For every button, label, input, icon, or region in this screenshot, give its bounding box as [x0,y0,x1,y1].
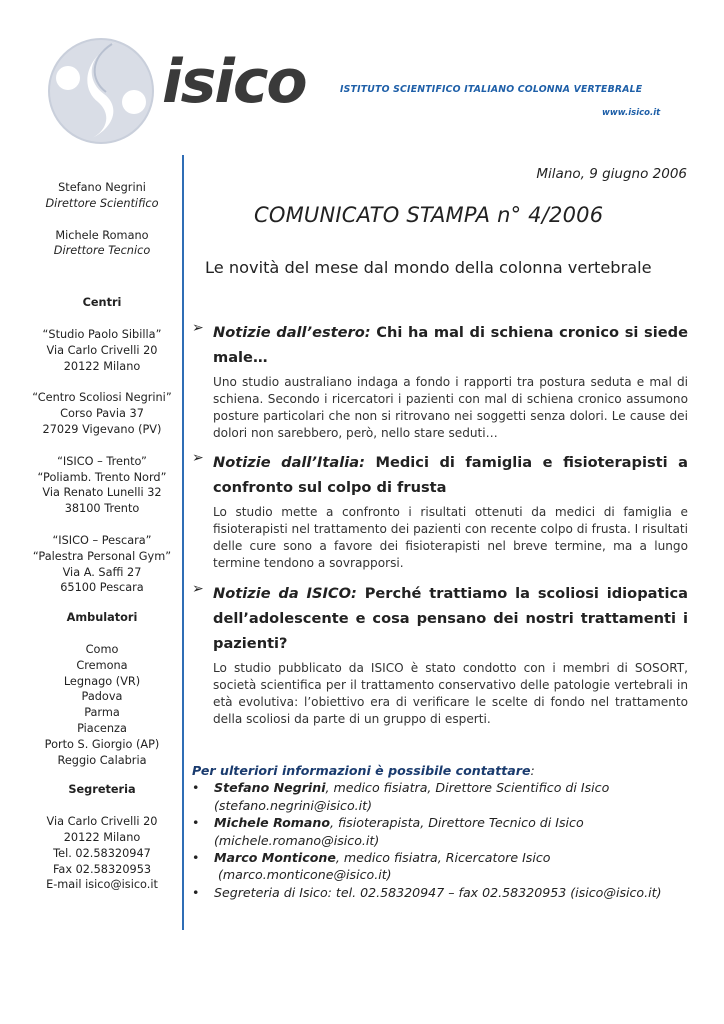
news-body: Lo studio pubblicato da ISICO è stato condotto con i membri di SOSORT, società scientifica per il trattamento conservativo delle patologie vertebrali in età evolutiva: l’obiettivo era di verificare le scelte di fondo nel trattamento della scoliosi da parte di un gruppo di esperti. [213,661,688,727]
centro-line: Via A. Saffi 27 [62,565,142,579]
centro-line: “Studio Paolo Sibilla” [42,327,162,341]
ambulatorio-item: Padova [81,690,123,704]
ambulatorio-item: Como [85,642,119,656]
bullet-icon: • [192,815,200,831]
contact-desc: , fisioterapista, Direttore Tecnico di Isico [330,815,584,831]
segreteria-line: 20122 Milano [63,830,141,844]
news-headline [213,581,688,656]
bullet-icon: • [192,850,200,866]
centro-item [20,533,184,596]
arrow-bullet-icon: ➢ [192,320,204,336]
contact-desc: , medico fisiatra, Ricercatore Isico [335,850,551,866]
person-role: Direttore Scientifico [45,196,159,210]
person-name: Stefano Negrini [58,181,146,194]
centro-item [20,327,184,374]
news-headline [213,320,688,370]
person-name: Michele Romano [55,228,149,242]
news-label: Notizie da ISICO: [213,585,357,602]
contact-item [192,814,688,849]
contact-name: Marco Monticone [214,850,336,866]
centro-item [20,390,184,437]
contact-email[interactable]: (marco.monticone@isico.it) [214,867,392,883]
ambulatorio-item: Porto S. Giorgio (AP) [44,737,160,751]
centro-line: 20122 Milano [63,359,141,373]
segreteria-line: Via Carlo Crivelli 20 [46,815,158,829]
ambulatorio-item: Cremona [76,658,128,672]
arrow-bullet-icon: ➢ [192,450,204,466]
centro-line: “ISICO – Trento” [57,454,147,468]
press-release-title: COMUNICATO STAMPA n° 4/2006 [254,203,604,227]
news-headline [213,450,688,500]
centro-line: Corso Pavia 37 [60,407,144,421]
press-date: Milano, 9 giugno 2006 [536,166,687,182]
ambulatorio-item: Parma [84,706,120,720]
isico-logo-mark [46,36,156,146]
segreteria-heading: Segreteria [68,783,136,797]
contacts-heading [192,762,688,779]
press-release-subtitle: Le novità del mese dal mondo della colonna vertebrale [205,258,652,277]
news-item-isico [192,581,688,728]
news-label: Notizie dall’Italia: [213,454,365,471]
contact-email[interactable]: (michele.romano@isico.it) [214,832,380,848]
contact-email[interactable]: (stefano.negrini@isico.it) [214,797,373,813]
segreteria-info [20,814,184,893]
centri-heading: Centri [82,296,122,310]
contacts-heading-colon: : [530,763,535,778]
contacts-section [192,762,688,901]
segreteria-fax: Fax 02.58320953 [52,862,152,876]
sidebar-divider [182,155,184,930]
isico-logo-text: isico [162,47,306,117]
ambulatorio-item: Reggio Calabria [57,753,147,767]
letterhead [0,0,724,150]
person-negrini [20,180,184,212]
contact-desc: Segreteria di Isico: tel. 02.58320947 – fax 02.58320953 (isico@isico.it) [214,884,662,900]
news-body: Lo studio mette a confronto i risultati ottenuti da medici di famiglia e fisioterapisti nel trattamento dei pazienti con recente colpo di frusta. I risultati delle cure sono a favore dei fisioterapisti nel breve termine, ma a lungo termine tendono a sovrapporsi. [213,505,688,571]
news-title: Medici di famiglia e fisioterapisti a confronto sul colpo di frusta [213,454,688,496]
person-role: Direttore Tecnico [53,244,151,258]
segreteria-email[interactable]: E-mail isico@isico.it [46,878,158,892]
ambulatorio-item: Legnago (VR) [63,674,141,688]
news-label: Notizie dall’estero: [213,324,371,341]
centro-line: “Centro Scoliosi Negrini” [32,391,172,405]
bullet-icon: • [192,884,200,900]
contact-name: Stefano Negrini [214,780,326,796]
contacts-list [192,779,688,901]
ambulatori-list [20,642,184,768]
centro-item [20,454,184,517]
news-item-italia [192,450,688,572]
arrow-bullet-icon: ➢ [192,581,204,597]
centro-line: “Palestra Personal Gym” [32,549,172,563]
bullet-icon: • [192,780,200,796]
centro-line: 65100 Pescara [60,581,144,595]
contact-name: Michele Romano [214,815,331,831]
news-title: Chi ha mal di schiena cronico si siede male… [213,324,688,366]
ambulatorio-item: Piacenza [77,721,127,735]
contact-desc: , medico fisiatra, Direttore Scientifico di Isico [325,780,610,796]
contact-item [192,849,688,884]
institute-name: ISTITUTO SCIENTIFICO ITALIANO COLONNA VERTEBRALE [340,84,643,95]
centro-line: “Poliamb. Trento Nord” [37,470,167,484]
contact-item [192,884,688,901]
centro-line: Via Renato Lunelli 32 [42,486,162,500]
sidebar [20,180,184,909]
centro-line: 38100 Trento [64,502,140,516]
news-item-estero [192,320,688,442]
contacts-heading-text: Per ulteriori informazioni è possibile contattare [192,763,531,778]
news-body: Uno studio australiano indaga a fondo i rapporti tra postura seduta e mal di schiena. Secondo i ricercatori i pazienti con mal di schiena cronico assumono posture particolari che non si ritrovano nei soggetti senza dolori. Le cause dei dolori non sarebbero, però, nello stare seduti… [213,375,688,441]
person-romano [20,228,184,260]
centro-line: Via Carlo Crivelli 20 [46,343,158,357]
centro-line: “ISICO – Pescara” [52,533,152,547]
news-title: Perché trattiamo la scoliosi idiopatica dell’adolescente e cosa pensano dei nostri trattamenti i pazienti? [213,585,688,652]
website-link[interactable]: www.isico.it [602,108,661,118]
centro-line: 27029 Vigevano (PV) [42,422,162,436]
contact-item [192,779,688,814]
segreteria-phone: Tel. 02.58320947 [53,846,151,860]
ambulatori-heading: Ambulatori [66,611,138,625]
